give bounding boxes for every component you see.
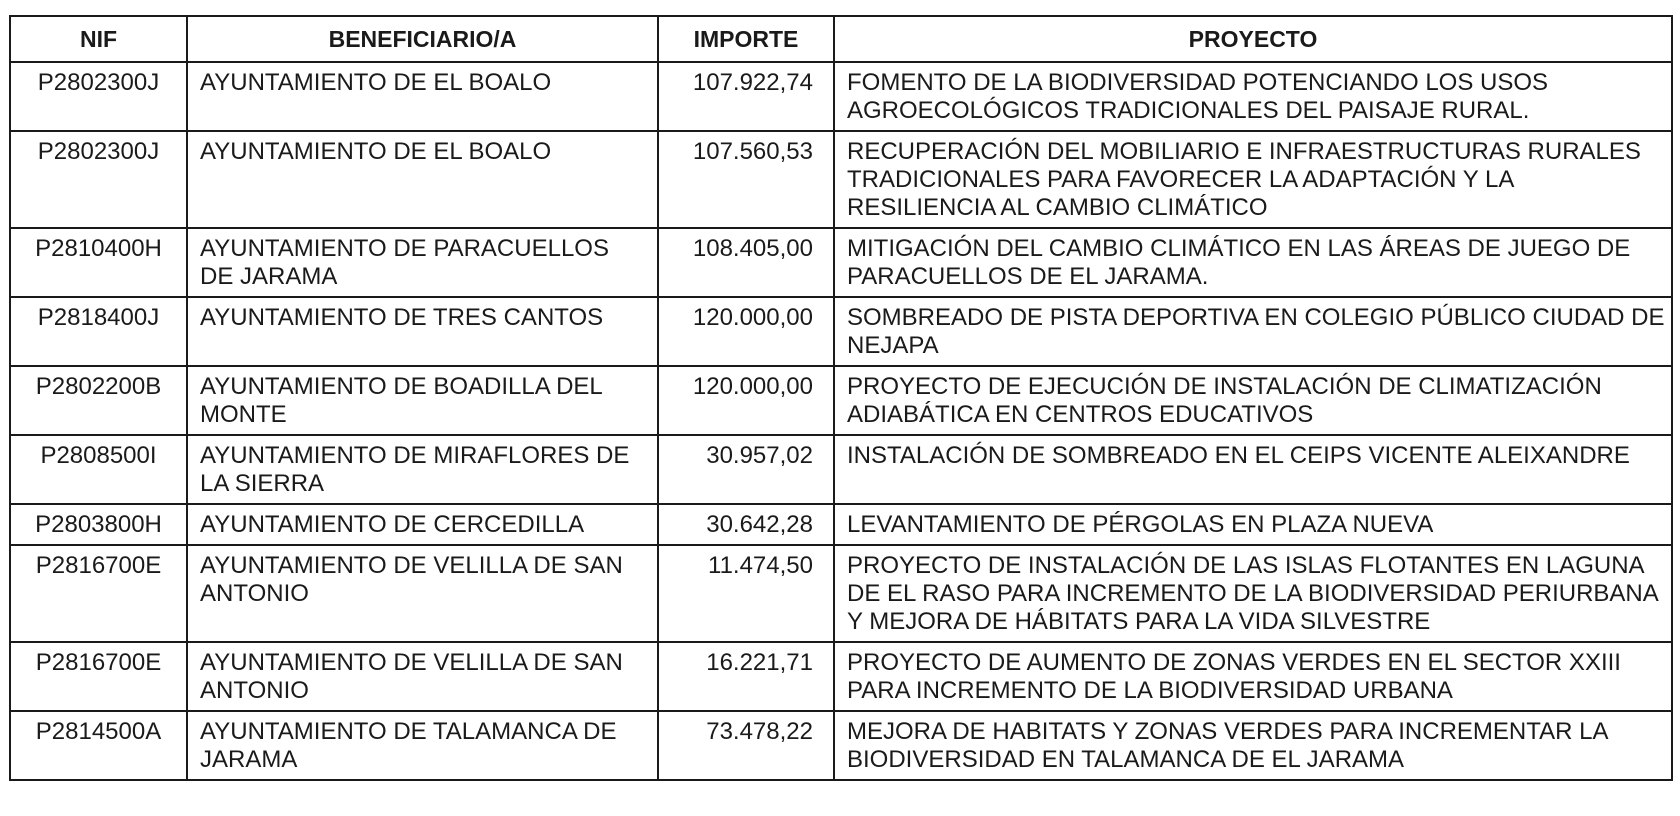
cell-beneficiario: AYUNTAMIENTO DE BOADILLA DEL MONTE xyxy=(187,366,658,435)
table-row xyxy=(10,435,1672,504)
cell-importe: 16.221,71 xyxy=(658,642,834,711)
cell-beneficiario: AYUNTAMIENTO DE VELILLA DE SAN ANTONIO xyxy=(187,545,658,642)
cell-importe: 108.405,00 xyxy=(658,228,834,297)
cell-nif: P2802300J xyxy=(10,62,187,131)
header-beneficiario: BENEFICIARIO/A xyxy=(187,16,658,62)
cell-proyecto: PROYECTO DE EJECUCIÓN DE INSTALACIÓN DE CLIMATIZACIÓN ADIABÁTICA EN CENTROS EDUCATIVOS xyxy=(834,366,1672,435)
cell-beneficiario: AYUNTAMIENTO DE MIRAFLORES DE LA SIERRA xyxy=(187,435,658,504)
cell-nif: P2810400H xyxy=(10,228,187,297)
subsidies-table xyxy=(9,15,1673,781)
cell-proyecto: MITIGACIÓN DEL CAMBIO CLIMÁTICO EN LAS ÁREAS DE JUEGO DE PARACUELLOS DE EL JARAMA. xyxy=(834,228,1672,297)
cell-proyecto: MEJORA DE HABITATS Y ZONAS VERDES PARA INCREMENTAR LA BIODIVERSIDAD EN TALAMANCA DE EL JARAMA xyxy=(834,711,1672,780)
table-row xyxy=(10,131,1672,228)
table-body xyxy=(10,62,1672,780)
cell-beneficiario: AYUNTAMIENTO DE PARACUELLOS DE JARAMA xyxy=(187,228,658,297)
table-row xyxy=(10,366,1672,435)
table-row xyxy=(10,642,1672,711)
cell-importe: 120.000,00 xyxy=(658,297,834,366)
header-importe: IMPORTE xyxy=(658,16,834,62)
cell-nif: P2814500A xyxy=(10,711,187,780)
cell-nif: P2816700E xyxy=(10,545,187,642)
table-row xyxy=(10,62,1672,131)
cell-beneficiario: AYUNTAMIENTO DE TALAMANCA DE JARAMA xyxy=(187,711,658,780)
header-row xyxy=(10,16,1672,62)
table-row xyxy=(10,711,1672,780)
cell-importe: 30.957,02 xyxy=(658,435,834,504)
cell-nif: P2803800H xyxy=(10,504,187,545)
cell-importe: 73.478,22 xyxy=(658,711,834,780)
cell-nif: P2802200B xyxy=(10,366,187,435)
header-proyecto: PROYECTO xyxy=(834,16,1672,62)
cell-beneficiario: AYUNTAMIENTO DE TRES CANTOS xyxy=(187,297,658,366)
table-row xyxy=(10,228,1672,297)
cell-nif: P2808500I xyxy=(10,435,187,504)
cell-beneficiario: AYUNTAMIENTO DE EL BOALO xyxy=(187,131,658,228)
cell-nif: P2802300J xyxy=(10,131,187,228)
table-row xyxy=(10,297,1672,366)
cell-beneficiario: AYUNTAMIENTO DE VELILLA DE SAN ANTONIO xyxy=(187,642,658,711)
cell-beneficiario: AYUNTAMIENTO DE CERCEDILLA xyxy=(187,504,658,545)
cell-nif: P2816700E xyxy=(10,642,187,711)
table-header xyxy=(10,16,1672,62)
header-nif: NIF xyxy=(10,16,187,62)
cell-nif: P2818400J xyxy=(10,297,187,366)
cell-importe: 120.000,00 xyxy=(658,366,834,435)
table-row xyxy=(10,545,1672,642)
cell-proyecto: SOMBREADO DE PISTA DEPORTIVA EN COLEGIO PÚBLICO CIUDAD DE NEJAPA xyxy=(834,297,1672,366)
cell-proyecto: INSTALACIÓN DE SOMBREADO EN EL CEIPS VICENTE ALEIXANDRE xyxy=(834,435,1672,504)
cell-proyecto: PROYECTO DE INSTALACIÓN DE LAS ISLAS FLOTANTES EN LAGUNA DE EL RASO PARA INCREMENTO DE LA BIODIVERSIDAD PERIURBANA Y MEJORA DE HÁBITATS PARA LA VIDA SILVESTRE xyxy=(834,545,1672,642)
cell-importe: 11.474,50 xyxy=(658,545,834,642)
cell-proyecto: LEVANTAMIENTO DE PÉRGOLAS EN PLAZA NUEVA xyxy=(834,504,1672,545)
cell-importe: 30.642,28 xyxy=(658,504,834,545)
cell-beneficiario: AYUNTAMIENTO DE EL BOALO xyxy=(187,62,658,131)
cell-proyecto: FOMENTO DE LA BIODIVERSIDAD POTENCIANDO LOS USOS AGROECOLÓGICOS TRADICIONALES DEL PAISAJE RURAL. xyxy=(834,62,1672,131)
cell-proyecto: PROYECTO DE AUMENTO DE ZONAS VERDES EN EL SECTOR XXIII PARA INCREMENTO DE LA BIODIVERSIDAD URBANA xyxy=(834,642,1672,711)
cell-importe: 107.560,53 xyxy=(658,131,834,228)
cell-importe: 107.922,74 xyxy=(658,62,834,131)
table-row xyxy=(10,504,1672,545)
cell-proyecto: RECUPERACIÓN DEL MOBILIARIO E INFRAESTRUCTURAS RURALES TRADICIONALES PARA FAVORECER LA ADAPTACIÓN Y LA RESILIENCIA AL CAMBIO CLIMÁTICO xyxy=(834,131,1672,228)
